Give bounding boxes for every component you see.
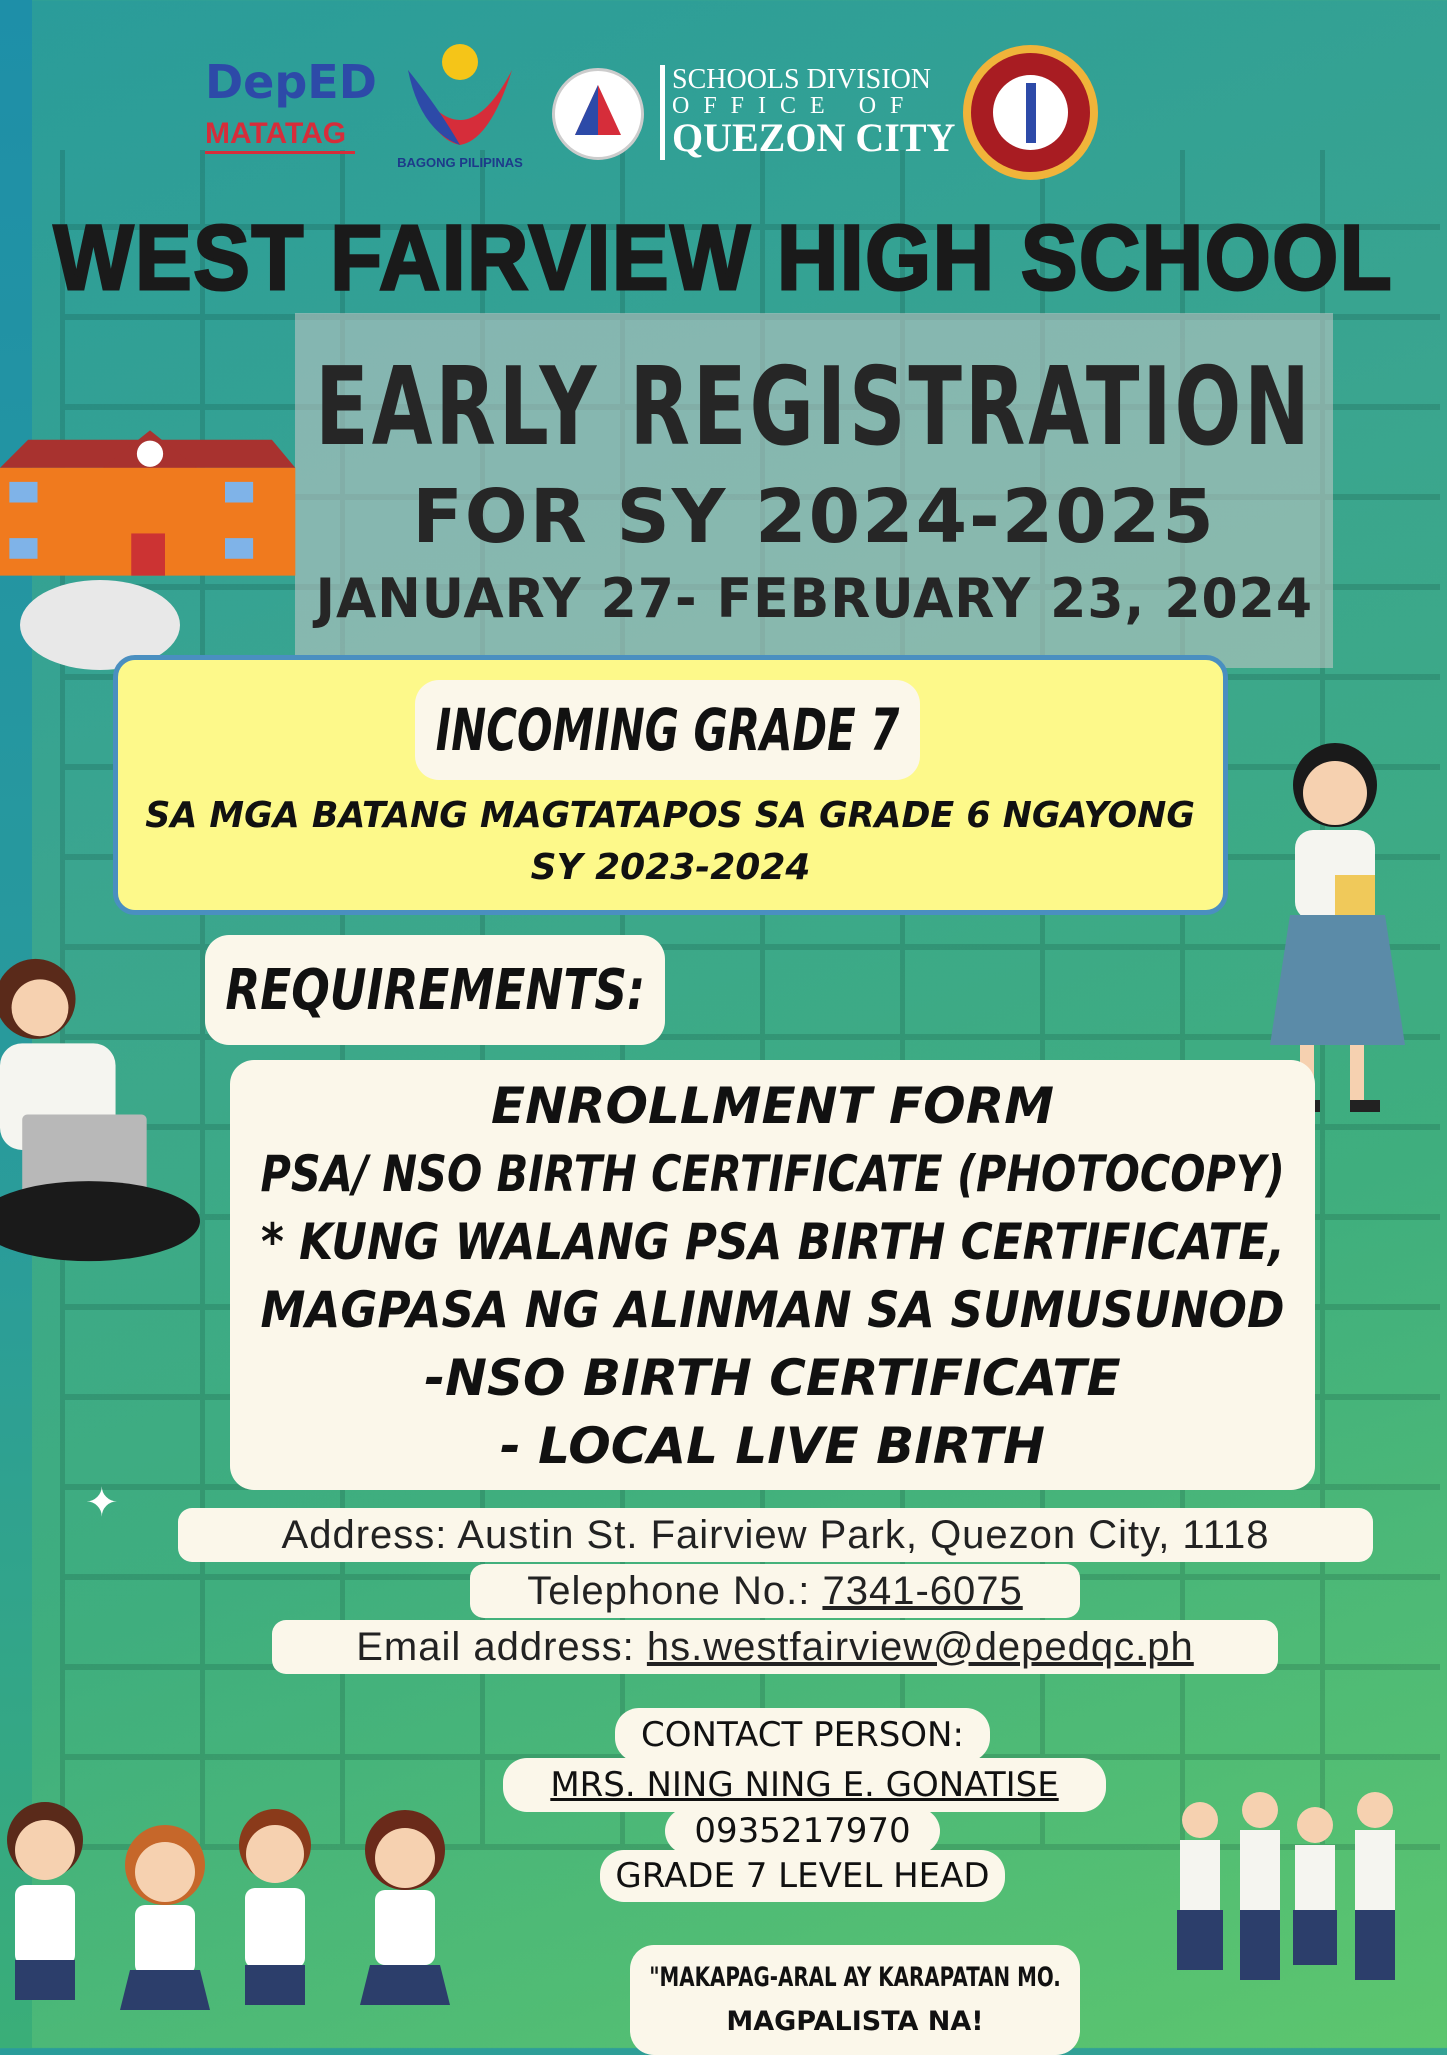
- incoming-grade-label: INCOMING GRADE 7: [435, 696, 900, 764]
- deped-matatag-logo: [205, 55, 377, 175]
- school-seal-logo: [963, 45, 1098, 180]
- email-label: Email address:: [356, 1624, 647, 1669]
- requirement-row: [230, 1208, 1315, 1276]
- contact-label: CONTACT PERSON:: [641, 1715, 964, 1755]
- bagong-pilipinas-logo: [385, 30, 535, 180]
- requirement-row: [230, 1072, 1315, 1140]
- requirements-heading-label: REQUIREMENTS:: [225, 957, 645, 1023]
- requirement-item: - LOCAL LIVE BIRTH: [499, 1417, 1046, 1475]
- quote-line-2-row: [645, 1999, 1065, 2043]
- telephone-group: [527, 1569, 1023, 1614]
- sdo-line-3: QUEZON CITY: [672, 115, 956, 160]
- sdo-seal-logo: [552, 68, 644, 160]
- kids-group-illustration: [0, 1790, 480, 2048]
- grade-subtitle-2-row: [135, 842, 1206, 892]
- telephone-line: [470, 1564, 1080, 1618]
- school-year: FOR SY 2024-2025: [412, 474, 1216, 560]
- incoming-grade-badge: [415, 680, 920, 780]
- requirement-item: ENROLLMENT FORM: [491, 1077, 1054, 1135]
- registration-dates: JANUARY 27- FEBRUARY 23, 2024: [315, 566, 1313, 630]
- telephone-number[interactable]: 7341-6075: [822, 1568, 1023, 1613]
- email-line: [272, 1620, 1278, 1674]
- students-group-illustration: [1165, 1785, 1425, 2048]
- contact-role-row: [610, 1853, 995, 1899]
- requirement-item: -NSO BIRTH CERTIFICATE: [424, 1349, 1121, 1407]
- sdo-line-1: SCHOOLS DIVISION: [672, 64, 932, 95]
- school-year-row: [305, 472, 1323, 562]
- grade-subtitle-2: SY 2023-2024: [530, 846, 811, 888]
- requirement-item: MAGPASA NG ALINMAN SA SUMUSUNOD: [260, 1281, 1285, 1339]
- sdo-line-2: OFFICE OF: [672, 93, 918, 119]
- requirements-heading: [205, 935, 665, 1045]
- requirement-row: [230, 1344, 1315, 1412]
- contact-phone-row: [675, 1808, 930, 1854]
- requirements-list-box: [230, 1060, 1315, 1490]
- sparkle-icon: ✦: [85, 1481, 119, 1525]
- contact-name-row: [513, 1762, 1096, 1808]
- school-building-illustration: [0, 420, 300, 670]
- requirement-item: PSA/ NSO BIRTH CERTIFICATE (PHOTOCOPY): [260, 1145, 1285, 1203]
- early-registration-title: EARLY REGISTRATION: [315, 345, 1313, 470]
- early-registration-row: [305, 345, 1323, 470]
- quote-line-1-row: [645, 1955, 1065, 1999]
- registration-dates-row: [305, 565, 1323, 631]
- sdo-quezon-city-wordmark: [672, 66, 955, 158]
- quote-line-1: "MAKAPAG-ARAL AY KARAPATAN MO.: [649, 1961, 1061, 1993]
- student-laptop-illustration: [0, 935, 200, 1285]
- quote-line-2: MAGPALISTA NA!: [726, 2005, 984, 2037]
- grade-subtitle-1: SA MGA BATANG MAGTATAPOS SA GRADE 6 NGAYONG: [145, 794, 1196, 836]
- telephone-label: Telephone No.:: [527, 1568, 823, 1613]
- requirement-row: [230, 1140, 1315, 1208]
- bagong-pilipinas-text: BAGONG PILIPINAS: [397, 155, 523, 170]
- requirement-row: [230, 1276, 1315, 1344]
- requirement-row: [230, 1412, 1315, 1480]
- address-text: Address: Austin St. Fairview Park, Quezon City, 1118: [281, 1512, 1270, 1557]
- email-link[interactable]: hs.westfairview@depedqc.ph: [646, 1624, 1194, 1669]
- contact-name: MRS. NING NING E. GONATISE: [550, 1765, 1059, 1805]
- email-group: [356, 1625, 1194, 1670]
- school-name-title-row: [40, 205, 1407, 311]
- address-row: [178, 1508, 1373, 1562]
- requirement-item: * KUNG WALANG PSA BIRTH CERTIFICATE,: [260, 1213, 1285, 1271]
- matatag-logo-text: MATATAG: [205, 117, 355, 154]
- grade-subtitle-1-row: [135, 790, 1206, 840]
- contact-role: GRADE 7 LEVEL HEAD: [615, 1856, 990, 1896]
- quote-text: [645, 1955, 1065, 2043]
- contact-label-row: [625, 1712, 980, 1758]
- logo-divider: [660, 65, 665, 160]
- deped-logo-text: DepED: [205, 55, 377, 109]
- school-name-title: WEST FAIRVIEW HIGH SCHOOL: [53, 206, 1394, 309]
- contact-phone: 0935217970: [694, 1811, 911, 1851]
